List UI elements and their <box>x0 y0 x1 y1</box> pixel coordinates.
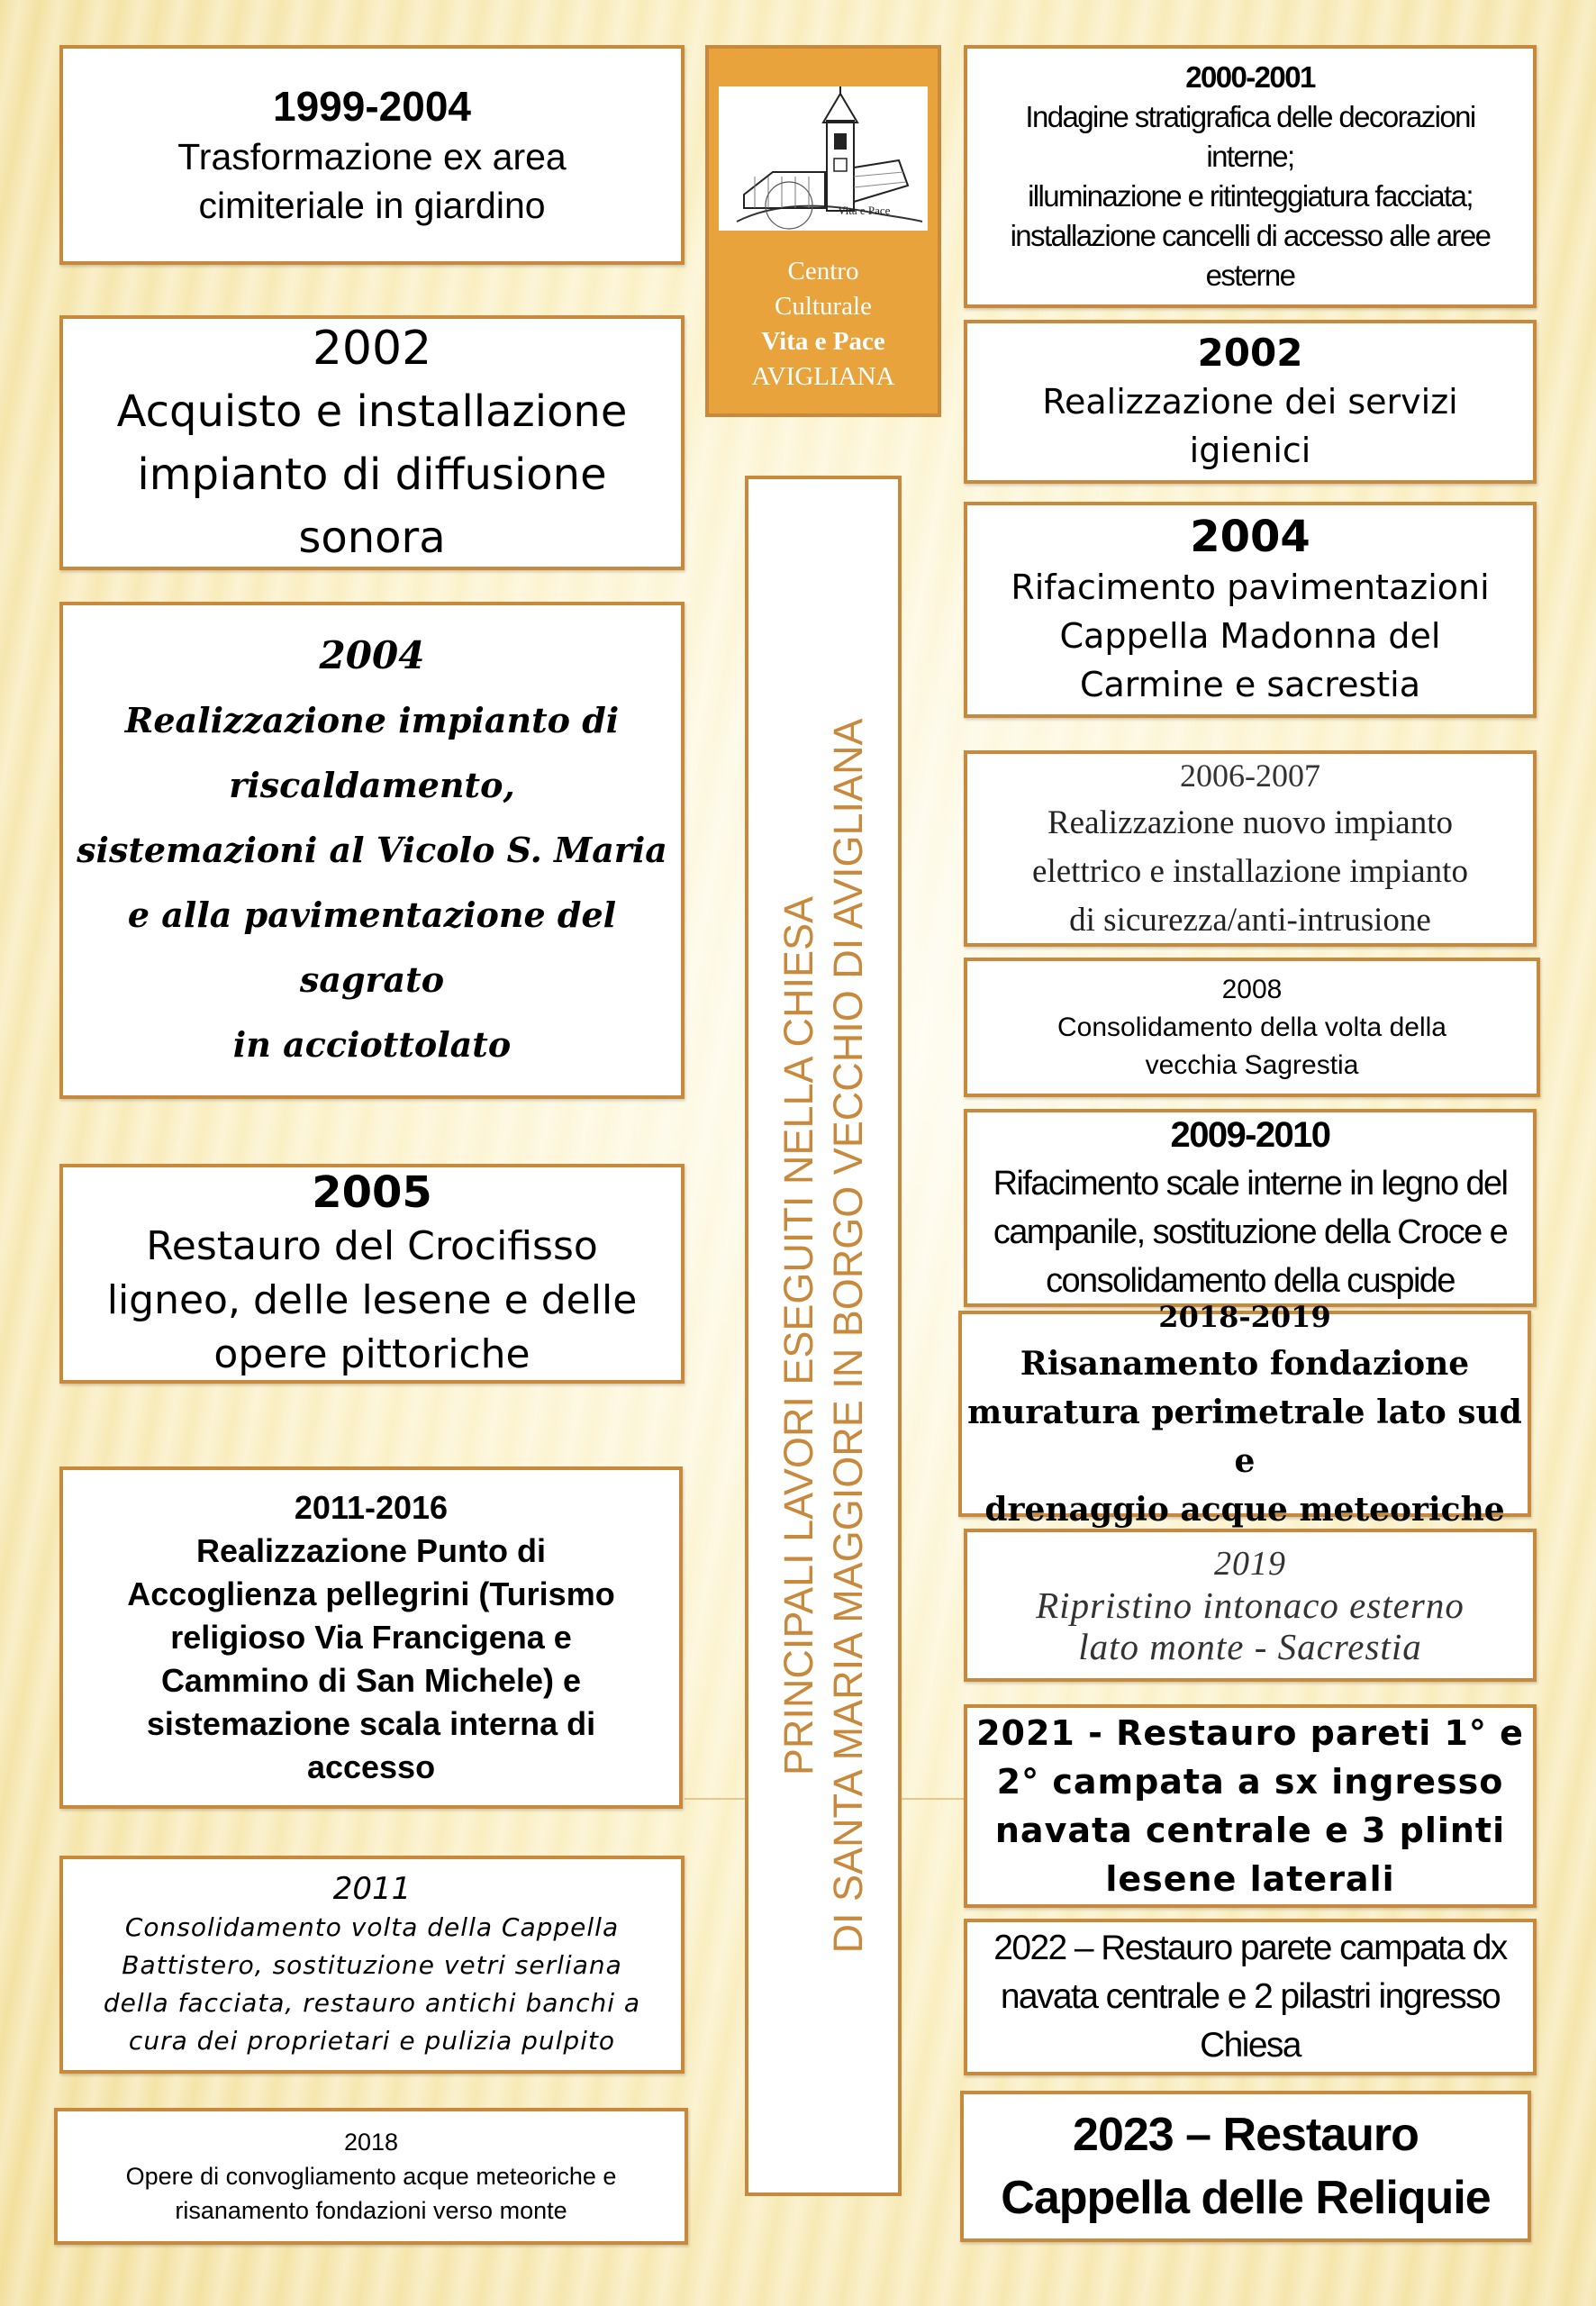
timeline-card-2023 <box>960 2091 1531 2242</box>
card-text-line: Carmine e sacrestia <box>1079 665 1421 704</box>
card-text-line: muratura perimetrale lato sud e <box>967 1393 1522 1480</box>
card-text-line: interne; <box>1206 140 1294 173</box>
card-year: 2000-2001 <box>1185 60 1315 94</box>
logo-text-line: Culturale <box>775 292 872 321</box>
card-text-line: cura dei proprietari e pulizia pulpito <box>128 2026 616 2056</box>
timeline-card-2006-2007 <box>964 750 1537 947</box>
timeline-card-2004-heating <box>59 602 685 1099</box>
logo-text-line: Vita e Pace <box>761 327 885 356</box>
card-year: 2004 <box>319 633 425 677</box>
card-text-line: opere pittoriche <box>213 1331 530 1377</box>
card-year: 2018-2019 <box>1158 1299 1331 1334</box>
card-text-line: Opere di convogliamento acque meteoriche e <box>125 2163 617 2190</box>
card-text-line: di sicurezza/anti-intrusione <box>1069 902 1431 939</box>
timeline-card-2008 <box>964 958 1540 1097</box>
card-year: 2006-2007 <box>1180 758 1320 794</box>
card-text-line: della facciata, restauro antichi banchi a <box>103 1988 641 2018</box>
card-text-line: sistemazioni al Vicolo S. Maria <box>77 830 667 870</box>
card-text-line: Consolidamento volta della Cappella <box>124 1912 620 1942</box>
timeline-card-2019 <box>964 1529 1537 1682</box>
card-text-line: Realizzazione impianto di <box>124 700 620 740</box>
card-text-line: Realizzazione dei servizi <box>1042 382 1458 422</box>
vertical-title-panel <box>745 476 902 2196</box>
vertical-title-line: PRINCIPALI LAVORI ESEGUITI NELLA CHIESA <box>775 895 821 1776</box>
vertical-title-line: DI SANTA MARIA MAGGIORE IN BORGO VECCHIO DI AVIGLIANA <box>825 718 871 1954</box>
card-text-line: riscaldamento, <box>229 765 515 805</box>
card-text-line: sonora <box>298 512 446 563</box>
church-logo <box>719 86 928 231</box>
card-year: 2004 <box>1190 512 1310 562</box>
card-year: 2008 <box>1221 974 1283 1004</box>
card-text-line: Indagine stratigrafica delle decorazioni <box>1025 100 1475 133</box>
card-year: 2009-2010 <box>1170 1115 1330 1155</box>
card-text-line: 2023 – Restauro <box>1073 2109 1419 2161</box>
card-text-line: accesso <box>306 1748 436 1785</box>
card-text-line: Chiesa <box>1200 2026 1301 2065</box>
logo-text-line: Centro <box>787 257 859 286</box>
card-text-line: Cammino di San Michele) e <box>160 1662 582 1699</box>
card-text-line: elettrico e installazione impianto <box>1032 853 1468 890</box>
timeline-card-2011-2016 <box>59 1466 683 1809</box>
card-text-line: lesene laterali <box>1105 1859 1395 1899</box>
card-text-line: Ripristino intonaco esterno <box>1036 1584 1465 1626</box>
card-text-line: Trasformazione ex area <box>177 136 567 177</box>
card-text-line: religioso Via Francigena e <box>170 1619 572 1656</box>
card-year: 2011-2016 <box>294 1489 449 1526</box>
card-text-line: Acquisto e installazione <box>116 386 628 437</box>
card-text-line: 2021 - Restauro pareti 1° e <box>976 1713 1524 1753</box>
card-text-line: navata centrale e 2 pilastri ingresso <box>1000 1977 1501 2016</box>
card-text-line: Risanamento fondazione <box>1020 1344 1470 1383</box>
logo-text-line: AVIGLIANA <box>751 362 895 391</box>
card-year: 1999-2004 <box>273 83 471 130</box>
logo-panel <box>705 45 941 417</box>
card-text-line: lato monte - Sacrestia <box>1078 1626 1422 1667</box>
timeline-card-2009-2010 <box>964 1109 1537 1307</box>
card-year: 2011 <box>332 1871 412 1907</box>
card-text-line: Realizzazione Punto di <box>195 1532 547 1569</box>
card-text-line: Battistero, sostituzione vetri serliana <box>122 1950 622 1980</box>
card-text-line: sistemazione scala interna di <box>146 1705 596 1742</box>
card-text-line: Cappella Madonna del <box>1059 616 1441 656</box>
timeline-card-2004-floors <box>964 502 1537 718</box>
card-text-line: Rifacimento pavimentazioni <box>1011 567 1490 607</box>
card-text-line: navata centrale e 3 plinti <box>994 1811 1506 1850</box>
timeline-card-2002-services <box>964 320 1537 484</box>
card-text-line: campanile, sostituzione della Croce e <box>993 1213 1508 1251</box>
card-text-line: in acciottolato <box>232 1024 512 1065</box>
card-text-line: Restauro del Crocifisso <box>146 1223 598 1269</box>
card-text-line: e alla pavimentazione del sagrato <box>127 894 617 1000</box>
card-text-line: Cappella delle Reliquie <box>1001 2172 1491 2224</box>
card-text-line: igienici <box>1189 431 1311 470</box>
card-text-line: risanamento fondazioni verso monte <box>175 2197 567 2224</box>
card-year: 2002 <box>312 321 432 376</box>
card-year: 2002 <box>1197 331 1303 375</box>
card-text-line: Consolidamento della volta della <box>1057 1012 1446 1042</box>
timeline-card-2021 <box>964 1704 1537 1908</box>
timeline-card-2011 <box>59 1856 685 2074</box>
card-year: 2019 <box>1214 1545 1286 1583</box>
card-text-line: esterne <box>1205 259 1295 292</box>
card-text-line: consolidamento della cuspide <box>1046 1262 1455 1300</box>
card-text-line: Accoglienza pellegrini (Turismo <box>127 1575 615 1612</box>
timeline-card-1999-2004 <box>59 45 685 265</box>
card-text-line: installazione cancelli di accesso alle aree <box>1010 219 1491 252</box>
timeline-card-2005 <box>59 1164 685 1384</box>
card-text-line: impianto di diffusione <box>137 449 607 500</box>
logo-wordmark: Vita e Pace <box>838 204 891 217</box>
timeline-card-2000-2001 <box>964 45 1537 308</box>
timeline-card-2018-2019 <box>958 1299 1531 1529</box>
card-text-line: Realizzazione nuovo impianto <box>1047 804 1454 841</box>
card-text-line: ligneo, delle lesene e delle <box>106 1277 638 1323</box>
card-text-line: 2022 – Restauro parete campata dx <box>993 1929 1507 1967</box>
card-year: 2005 <box>312 1167 432 1218</box>
timeline-card-2002-audio <box>59 315 685 570</box>
card-text-line: 2° campata a sx ingresso <box>996 1762 1504 1802</box>
card-year: 2018 <box>343 2129 399 2156</box>
timeline-card-2018 <box>54 2108 688 2245</box>
card-text-line: vecchia Sagrestia <box>1145 1049 1359 1080</box>
card-text-line: drenaggio acque meteoriche <box>984 1490 1505 1529</box>
card-text-line: cimiteriale in giardino <box>198 185 546 226</box>
card-text-line: illuminazione e ritinteggiatura facciata; <box>1028 179 1473 213</box>
timeline-card-2022 <box>964 1919 1537 2075</box>
card-text-line: Rifacimento scale interne in legno del <box>993 1165 1508 1203</box>
vertical-title <box>774 476 873 2196</box>
